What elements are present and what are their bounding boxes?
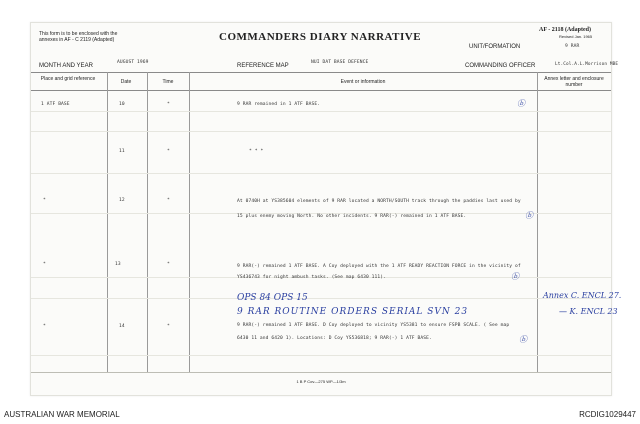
row-11-time: * <box>167 149 170 154</box>
row-10-initial: ⓑ <box>517 99 525 108</box>
refmap-value: NUI DAT BASE DEFENCE <box>311 60 369 65</box>
officer-value: Lt.Col.A.L.Morrison MBE <box>555 62 619 67</box>
form-number: AF - 2118 (Adapted) <box>539 27 591 33</box>
row-12-line-2: 15 plus enemy moving North. No other incidents. 9 RAR(-) remained in 1 ATF BASE. <box>237 214 467 219</box>
row-12-initial: ⓑ <box>525 211 533 220</box>
row-11-date: 11 <box>119 149 125 154</box>
handwritten-routine-orders: 9 RAR ROUTINE ORDERS SERIAL SVN 23 <box>237 307 469 317</box>
unit-label: UNIT/FORMATION <box>469 44 521 50</box>
row-14-initial: ⓑ <box>519 335 527 344</box>
col-line-2 <box>147 72 148 372</box>
row-13-line-1: 9 RAR(-) remained 1 ATF BASE. A Coy deployed with the 1 ATF READY REACTION FORCE in the vicinity of <box>237 264 521 269</box>
ruled-line <box>31 173 611 174</box>
col-annex-header: Annex letter and enclosure number <box>544 76 604 88</box>
row-13-time: * <box>167 262 170 267</box>
footer-source: AUSTRALIAN WAR MEMORIAL <box>4 410 120 419</box>
row-10-time: * <box>167 102 170 107</box>
form-title: COMMANDERS DIARY NARRATIVE <box>219 31 422 43</box>
diary-sheet <box>30 22 622 396</box>
row-12-line-1: At 0740H at YS385604 elements of 9 RAR located a NORTH/SOUTH track through the paddies last used by <box>237 199 521 204</box>
month-label: MONTH AND YEAR <box>39 63 93 69</box>
row-13-date: 13 <box>115 262 121 267</box>
row-14-line-1: 9 RAR(-) remained 1 ATF BASE. D Coy deployed to vicinity YS5381 to ensure FSPB SCALE. ( See map <box>237 323 510 328</box>
row-14-place: * <box>43 324 46 329</box>
row-14-line-2: 6430 11 and 6420 1). Locations: D Coy YS536818; 9 RAR(-) 1 ATF BASE. <box>237 336 432 341</box>
row-10-place: 1 ATF BASE <box>41 102 70 107</box>
col-line-1 <box>107 72 108 372</box>
ruled-line <box>31 355 611 356</box>
unit-value: 9 RAR <box>565 44 580 49</box>
ruled-line <box>31 111 611 112</box>
col-date-header: Date <box>120 79 132 85</box>
officer-label: COMMANDING OFFICER <box>465 63 536 69</box>
col-event-header: Event or information <box>340 79 386 85</box>
col-time-header: Time <box>162 79 174 85</box>
header-divider <box>31 72 611 73</box>
row-12-time: * <box>167 198 170 203</box>
col-line-3 <box>189 72 190 372</box>
month-value: AUGUST 1969 <box>117 60 149 65</box>
row-10-date: 10 <box>119 102 125 107</box>
col-line-4 <box>537 72 538 372</box>
column-header-divider <box>31 90 611 91</box>
revised-date: Revised Jan. 1965 <box>559 34 593 39</box>
row-13-initial: ⓑ <box>511 272 519 281</box>
row-14-date: 14 <box>119 324 125 329</box>
row-11-line-1: * * * <box>249 149 264 154</box>
row-14-time: * <box>167 324 170 329</box>
handwritten-annex-c: Annex C. ENCL 27. <box>543 291 622 300</box>
refmap-label: REFERENCE MAP <box>237 63 289 69</box>
row-13-line-2: YS436743 for night ambush tasks. (See map 6430 111). <box>237 275 387 280</box>
handwritten-ops: OPS 84 OPS 15 <box>237 293 308 303</box>
print-note: 1 B P Cov—275 WP—1/3m <box>296 379 346 384</box>
ruled-line <box>31 131 611 132</box>
ruled-line <box>31 298 611 299</box>
footer-id: RCDIG1029447 <box>579 410 636 419</box>
handwritten-annex-k: — K. ENCL 23 <box>559 307 618 316</box>
row-12-date: 12 <box>119 198 125 203</box>
row-10-line-1: 9 RAR remained in 1 ATF BASE. <box>237 102 321 107</box>
row-13-place: * <box>43 262 46 267</box>
enclosure-note: This form is to be enclosed with the annexes in AF - C 2119 (Adapted) <box>39 31 118 43</box>
col-place-header: Place and grid reference <box>40 76 96 82</box>
row-12-place: * <box>43 198 46 203</box>
table-bottom-border <box>31 372 611 373</box>
